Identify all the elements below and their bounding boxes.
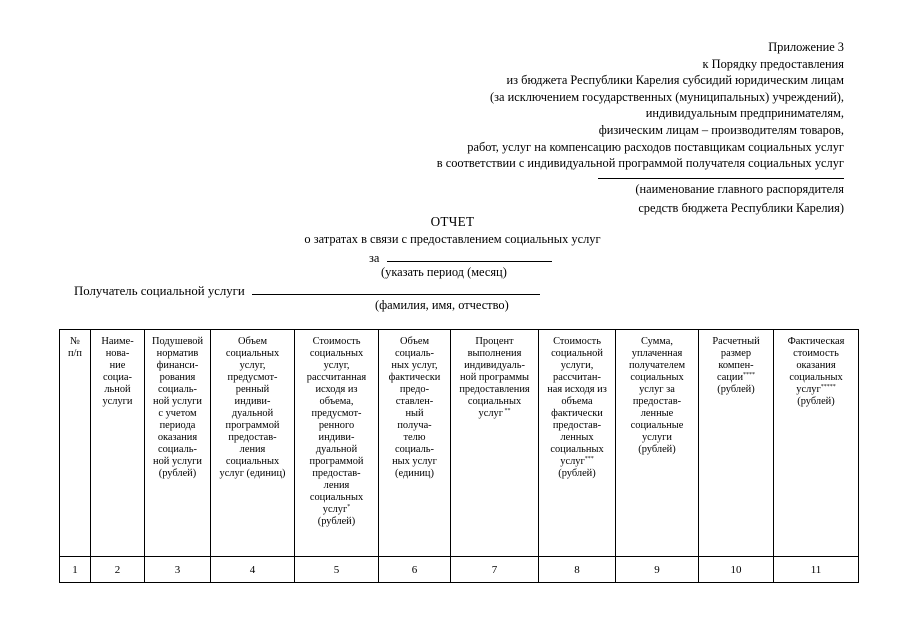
footnote-mark: ***** bbox=[820, 384, 836, 390]
column-header-text: Расчетный размер компен- сации bbox=[712, 336, 760, 383]
appendix-line: физическим лицам – производителям товаров, bbox=[598, 122, 844, 137]
column-header bbox=[91, 330, 145, 557]
column-header bbox=[539, 330, 616, 557]
column-header bbox=[295, 330, 379, 557]
column-number-cell: 4 bbox=[211, 557, 295, 583]
appendix-line: (за исключением государственных (муниципальных) учреждений), bbox=[489, 89, 844, 104]
column-header-unit: (рублей) bbox=[797, 396, 835, 407]
column-number-cell: 6 bbox=[379, 557, 451, 583]
column-header-text: Объем социаль- ных услуг, фактически предо- ставлен- ный получа- телю социаль- ных услуг (единиц) bbox=[388, 336, 441, 479]
appendix-line: из бюджета Республики Карелия субсидий юридическим лицам bbox=[506, 73, 844, 88]
column-number-cell: 3 bbox=[145, 557, 211, 583]
column-header bbox=[451, 330, 539, 557]
recipient-caption-1: (наименование главного распорядителя bbox=[635, 182, 844, 196]
table-number-row bbox=[60, 557, 859, 583]
report-title: ОТЧЕТ bbox=[430, 214, 475, 229]
column-header-text: Стоимость социальных услуг, рассчитанная исходя из объема, предусмот- ренного индиви- дуальной программой предостав- ления социальных услуг bbox=[306, 336, 367, 515]
report-subtitle: о затратах в связи с предоставлением социальных услуг bbox=[304, 232, 601, 246]
column-number-cell: 1 bbox=[60, 557, 91, 583]
column-header-text: Сумма, уплаченная получателем социальных услуг за предостав- ленные социальные услуги (рублей) bbox=[628, 336, 686, 455]
column-header bbox=[60, 330, 91, 557]
column-header-unit: (рублей) bbox=[558, 468, 596, 479]
report-table bbox=[59, 329, 859, 583]
period-fill-line[interactable] bbox=[387, 249, 552, 262]
column-number-cell: 5 bbox=[295, 557, 379, 583]
period-row bbox=[369, 249, 552, 266]
getter-row bbox=[74, 282, 540, 299]
column-header-text: Наиме- нова- ние социа- льной услуги bbox=[101, 336, 134, 407]
column-header-unit: (рублей) bbox=[717, 384, 755, 395]
appendix-line: работ, услуг на компенсацию расходов поставщикам социальных услуг bbox=[467, 139, 844, 154]
table-header-row bbox=[60, 330, 859, 557]
column-number-cell: 10 bbox=[699, 557, 774, 583]
appendix-line: Приложение 3 bbox=[768, 40, 844, 54]
getter-caption: (фамилия, имя, отчество) bbox=[375, 298, 509, 312]
column-header-unit: (рублей) bbox=[317, 516, 356, 527]
appendix-line: к Порядку предоставления bbox=[702, 56, 844, 71]
column-header bbox=[379, 330, 451, 557]
column-header-text: Фактическая стоимость оказания социальных услуг bbox=[787, 336, 845, 395]
column-number-cell: 8 bbox=[539, 557, 616, 583]
column-number-cell: 2 bbox=[91, 557, 145, 583]
footnote-mark: **** bbox=[743, 372, 756, 378]
column-header bbox=[145, 330, 211, 557]
column-header-text: Объем социальных услуг, предусмот- ренный индиви- дуальной программой предостав- ления социальных услуг (единиц) bbox=[219, 336, 286, 479]
appendix-header bbox=[437, 39, 844, 172]
getter-fill-line[interactable] bbox=[252, 282, 540, 295]
column-header bbox=[699, 330, 774, 557]
appendix-line: индивидуальным предпринимателям, bbox=[645, 106, 844, 121]
column-header bbox=[774, 330, 859, 557]
column-number-cell: 11 bbox=[774, 557, 859, 583]
footnote-mark: * bbox=[347, 504, 351, 510]
appendix-line: в соответствии с индивидуальной программой получателя социальных услуг bbox=[436, 156, 844, 171]
column-header bbox=[211, 330, 295, 557]
column-header-text: № п/п bbox=[67, 336, 82, 359]
recipient-block bbox=[594, 178, 844, 216]
period-caption: (указать период (месяц) bbox=[381, 265, 507, 279]
column-number-cell: 7 bbox=[451, 557, 539, 583]
column-header-text: Процент выполнения индивидуаль- ной программы предоставления социальных услуг bbox=[459, 336, 530, 419]
footnote-mark: *** bbox=[584, 456, 594, 462]
period-prefix: за bbox=[369, 251, 380, 265]
footnote-mark: ** bbox=[502, 408, 511, 414]
column-header-text: Стоимость социальной услуги, рассчитан- ная исходя из объема фактически предостав- ленных социальных услуг bbox=[547, 336, 607, 467]
recipient-caption-2: средств бюджета Республики Карелия) bbox=[638, 200, 844, 215]
recipient-fill-line[interactable] bbox=[598, 178, 844, 179]
column-header bbox=[616, 330, 699, 557]
column-header-text: Подушевой норматив финанси- рования социаль- ной услуги с учетом периода оказания социаль- ной услуги (рублей) bbox=[151, 336, 204, 479]
getter-label: Получатель социальной услуги bbox=[74, 284, 245, 298]
column-number-cell: 9 bbox=[616, 557, 699, 583]
